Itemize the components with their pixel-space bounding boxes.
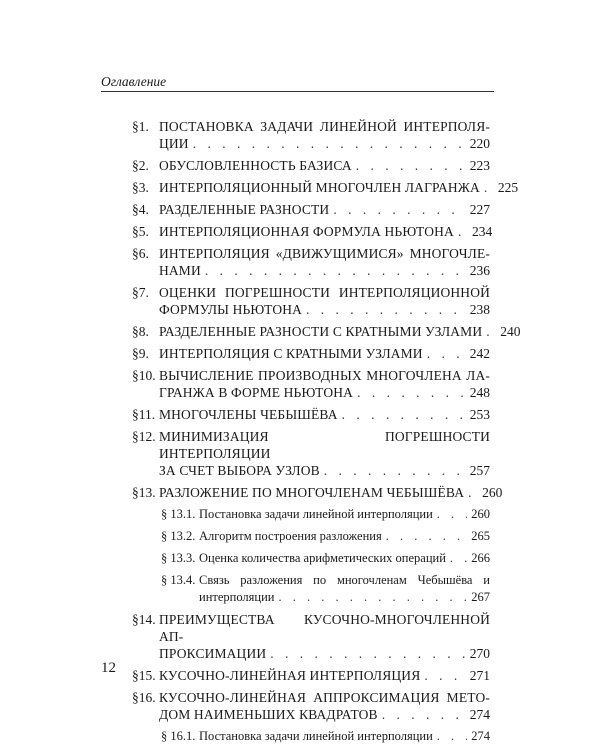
section-title-line: ПОСТАНОВКА ЗАДАЧИ ЛИНЕЙНОЙ ИНТЕРПОЛЯ- <box>159 119 490 134</box>
page-ref: 240 <box>500 324 521 339</box>
page-ref: 234 <box>471 224 493 239</box>
section-number: §1. <box>132 119 149 134</box>
section-number: §9. <box>132 346 149 361</box>
page-ref: 257 <box>469 463 490 478</box>
section-number: § 16.1. <box>161 729 196 743</box>
page-ref: 242 <box>469 346 490 361</box>
toc-entry[interactable] <box>132 689 490 723</box>
dot-leader <box>437 506 467 523</box>
running-header: Оглавление <box>101 74 494 92</box>
section-number: §2. <box>132 158 149 173</box>
toc-entry[interactable] <box>132 245 490 279</box>
dot-leader <box>424 667 465 684</box>
dot-leader <box>427 345 466 362</box>
section-title-line: НАМИ <box>159 263 201 278</box>
section-title-line: интерполяции <box>199 590 275 604</box>
toc-entry[interactable] <box>132 484 503 501</box>
dot-leader <box>357 384 466 401</box>
section-number: §15. <box>132 668 156 683</box>
dot-leader <box>306 301 466 318</box>
section-number: §3. <box>132 180 149 195</box>
page-ref: 270 <box>469 646 490 661</box>
section-number: § 13.1. <box>161 507 196 521</box>
dot-leader <box>468 484 478 501</box>
section-number: § 13.4. <box>161 573 196 587</box>
section-title-line: РАЗДЕЛЕННЫЕ РАЗНОСТИ С КРАТНЫМИ УЗЛАМИ <box>159 324 483 339</box>
section-title-line: ФОРМУЛЫ НЬЮТОНА <box>159 302 303 317</box>
dot-leader <box>324 462 466 479</box>
section-title-line: КУСОЧНО-ЛИНЕЙНАЯ АППРОКСИМАЦИЯ МЕТО- <box>159 690 490 705</box>
page-ref: 266 <box>471 551 490 565</box>
section-title-line: ИНТЕРПОЛЯЦИЯ «ДВИЖУЩИМИСЯ» МНОГОЧЛЕ- <box>159 246 490 261</box>
section-number: §12. <box>132 429 156 444</box>
toc-entry[interactable] <box>132 428 490 479</box>
dot-leader <box>450 550 467 567</box>
section-number: §13. <box>132 485 156 500</box>
section-title-line: ОЦЕНКИ ПОГРЕШНОСТИ ИНТЕРПОЛЯЦИОННОЙ <box>159 285 490 300</box>
section-title-line: ЦИИ <box>159 136 189 151</box>
section-title-line: ПРОКСИМАЦИИ <box>159 646 267 661</box>
dot-leader <box>486 323 496 340</box>
section-number: §4. <box>132 202 149 217</box>
page-ref: 274 <box>469 707 490 722</box>
section-title-line: МНОГОЧЛЕНЫ ЧЕБЫШЁВА <box>159 407 338 422</box>
section-number: §14. <box>132 612 156 627</box>
toc-entry[interactable] <box>132 367 490 401</box>
section-title-line: ИНТЕРПОЛЯЦИЯ С КРАТНЫМИ УЗЛАМИ <box>159 346 423 361</box>
toc-entry[interactable] <box>132 284 490 318</box>
dot-leader <box>382 706 466 723</box>
section-title-line: ИНТЕРПОЛЯЦИОННАЯ ФОРМУЛА НЬЮТОНА <box>159 224 454 239</box>
page-ref: 225 <box>497 180 519 195</box>
section-title-line: ИНТЕРПОЛЯЦИОННЫЙ МНОГОЧЛЕН ЛАГРАНЖА <box>159 180 480 195</box>
section-title-line: ВЫЧИСЛЕНИЕ ПРОИЗВОДНЫХ МНОГОЧЛЕНА ЛА- <box>159 368 490 383</box>
page-ref: 253 <box>469 407 490 422</box>
dot-leader <box>278 589 467 606</box>
dot-leader <box>386 528 468 545</box>
page-ref: 271 <box>469 668 490 683</box>
section-number: §6. <box>132 246 149 261</box>
page-ref: 238 <box>469 302 490 317</box>
dot-leader <box>270 645 466 662</box>
page-ref: 220 <box>469 136 490 151</box>
section-title-line: Постановка задачи линейной интерполяции <box>199 507 433 521</box>
section-number: §11. <box>132 407 156 422</box>
section-title-line: ЗА СЧЕТ ВЫБОРА УЗЛОВ <box>159 463 320 478</box>
toc-entry[interactable] <box>132 667 490 684</box>
page-ref: 236 <box>469 263 490 278</box>
section-title-line: ПРЕИМУЩЕСТВА КУСОЧНО-МНОГОЧЛЕННОЙ АП- <box>159 612 490 644</box>
toc-entry[interactable] <box>132 223 493 240</box>
section-number: § 13.2. <box>161 529 196 543</box>
dot-leader <box>205 262 466 279</box>
toc-entry[interactable] <box>132 118 490 152</box>
toc-entry[interactable] <box>132 201 490 218</box>
dot-leader <box>458 223 468 240</box>
toc-subentry[interactable] <box>132 506 490 523</box>
dot-leader <box>193 135 466 152</box>
toc-entry[interactable] <box>132 406 490 423</box>
section-number: §16. <box>132 690 156 705</box>
toc-entry[interactable] <box>132 611 490 662</box>
toc-subentry[interactable] <box>132 728 490 745</box>
toc-subentry[interactable] <box>132 572 490 606</box>
section-title-line: Постановка задачи линейной интерполяции <box>199 729 433 743</box>
toc-subentry[interactable] <box>132 528 490 545</box>
section-title-line: Связь разложения по многочленам Чебышёва и <box>199 573 490 587</box>
section-title-line: РАЗДЕЛЕННЫЕ РАЗНОСТИ <box>159 202 330 217</box>
page-number: 12 <box>101 660 116 676</box>
section-title-line: Алгоритм построения разложения <box>199 529 382 543</box>
section-title-line: ГРАНЖА В ФОРМЕ НЬЮТОНА <box>159 385 354 400</box>
section-number: §7. <box>132 285 149 300</box>
toc-entry[interactable] <box>132 323 521 340</box>
dot-leader <box>437 728 467 745</box>
toc-entry[interactable] <box>132 157 490 174</box>
page-ref: 260 <box>482 485 503 500</box>
page-ref: 227 <box>469 202 490 217</box>
dot-leader <box>342 406 466 423</box>
section-title-line: РАЗЛОЖЕНИЕ ПО МНОГОЧЛЕНАМ ЧЕБЫШЁВА <box>159 485 465 500</box>
section-number: § 13.3. <box>161 551 196 565</box>
section-title-line: КУСОЧНО-ЛИНЕЙНАЯ ИНТЕРПОЛЯЦИЯ <box>159 668 421 683</box>
section-title-line: ОБУСЛОВЛЕННОСТЬ БАЗИСА <box>159 158 352 173</box>
toc-entry[interactable] <box>132 345 490 362</box>
section-number: §5. <box>132 224 149 239</box>
table-of-contents <box>132 118 521 750</box>
page-ref: 274 <box>471 729 490 743</box>
section-title-line: МИНИМИЗАЦИЯ ПОГРЕШНОСТИ ИНТЕРПОЛЯЦИИ <box>159 429 490 461</box>
page-ref: 248 <box>469 385 490 400</box>
section-title-line: ДОМ НАИМЕНЬШИХ КВАДРАТОВ <box>159 707 378 722</box>
section-number: §10. <box>132 368 156 383</box>
toc-subentry[interactable] <box>132 550 490 567</box>
page-ref: 223 <box>469 158 490 173</box>
page-ref: 265 <box>471 529 490 543</box>
page-ref: 260 <box>471 507 490 521</box>
page-ref: 267 <box>471 590 490 604</box>
dot-leader <box>356 157 466 174</box>
dot-leader <box>484 179 494 196</box>
section-title-line: Оценка количества арифметических операций <box>199 551 446 565</box>
dot-leader <box>333 201 465 218</box>
toc-entry[interactable] <box>132 179 519 196</box>
section-number: §8. <box>132 324 149 339</box>
